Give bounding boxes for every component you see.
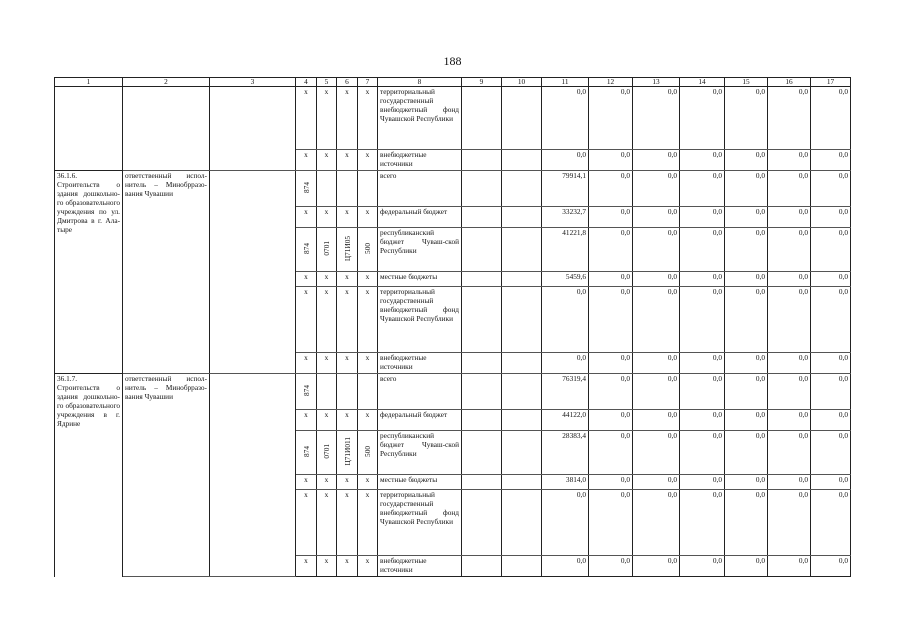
funding-source: внебюджетные источники [378,556,462,577]
col-9 [462,556,502,577]
value-col-11: 0,0 [542,87,589,150]
col-10 [502,207,542,228]
value-col-12: 0,0 [589,410,633,431]
kbk-csr [337,228,358,272]
kbk-vr: х [358,87,378,150]
value-col-11: 79914,1 [542,171,589,207]
value-col-16: 0,0 [768,556,811,577]
kbk-csr: х [337,87,358,150]
kbk-grbs: х [296,353,317,374]
responsible-executor: ответственный испол-нитель – Минобрразо-вания Чувашии [123,171,210,374]
value-col-16: 0,0 [768,475,811,490]
activity-title-text: 36.1.7. Строительств о здания дошкольно-го образовательного учреждения в г. Ядрине [57,374,120,428]
kbk-csr: х [337,353,358,374]
value-col-11: 41221,8 [542,228,589,272]
value-col-13: 0,0 [633,287,680,353]
col-3-blank [210,87,296,171]
value-col-17: 0,0 [811,475,851,490]
value-col-11: 33232,7 [542,207,589,228]
value-col-17: 0,0 [811,490,851,556]
kbk-rz [317,374,337,410]
kbk-csr [337,431,358,475]
col-10 [502,490,542,556]
col-2-blank [123,87,210,171]
value-col-17: 0,0 [811,207,851,228]
table-header [55,78,851,87]
value-col-17: 0,0 [811,228,851,272]
col-9 [462,228,502,272]
col-10 [502,431,542,475]
kbk-rz: х [317,207,337,228]
value-col-15: 0,0 [725,150,768,171]
header-col-8: 8 [378,78,462,87]
col-10 [502,272,542,287]
activity-title [55,171,123,374]
kbk-rz: х [317,410,337,431]
value-col-17: 0,0 [811,374,851,410]
funding-source: территориальный государственный внебюджетный фонд Чувашской Республики [378,87,462,150]
value-col-11: 0,0 [542,556,589,577]
kbk-vr: х [358,410,378,431]
kbk-rz: х [317,556,337,577]
col-10 [502,410,542,431]
kbk-rz: х [317,353,337,374]
value-col-13: 0,0 [633,490,680,556]
kbk-vr-text: 500 [363,243,372,254]
budget-table [54,77,851,577]
kbk-grbs-text: 874 [301,182,311,193]
value-col-15: 0,0 [725,490,768,556]
header-col-4: 4 [296,78,317,87]
col-9 [462,272,502,287]
table-row [55,171,851,207]
value-col-17: 0,0 [811,171,851,207]
value-col-17: 0,0 [811,150,851,171]
kbk-vr: х [358,287,378,353]
funding-source: местные бюджеты [378,475,462,490]
value-col-12: 0,0 [589,475,633,490]
header-row [55,78,851,87]
funding-source: внебюджетные источники [378,353,462,374]
value-col-11: 0,0 [542,490,589,556]
value-col-14: 0,0 [680,410,725,431]
kbk-csr: х [337,475,358,490]
table-body [55,87,851,577]
kbk-rz [317,171,337,207]
header-col-16: 16 [768,78,811,87]
value-col-12: 0,0 [589,272,633,287]
value-col-15: 0,0 [725,228,768,272]
kbk-grbs-text: 874 [301,385,311,396]
value-col-12: 0,0 [589,150,633,171]
header-col-3: 3 [210,78,296,87]
value-col-13: 0,0 [633,353,680,374]
value-col-16: 0,0 [768,490,811,556]
funding-source: республиканский бюджет Чуваш-ской Республики [378,228,462,272]
value-col-13: 0,0 [633,475,680,490]
header-col-6: 6 [337,78,358,87]
value-col-12: 0,0 [589,87,633,150]
funding-source: всего [378,374,462,410]
value-col-15: 0,0 [725,431,768,475]
value-col-15: 0,0 [725,272,768,287]
col-9 [462,431,502,475]
value-col-17: 0,0 [811,87,851,150]
kbk-csr [337,374,358,410]
header-col-13: 13 [633,78,680,87]
value-col-17: 0,0 [811,287,851,353]
value-col-16: 0,0 [768,374,811,410]
kbk-csr: х [337,490,358,556]
value-col-11: 0,0 [542,353,589,374]
funding-source: территориальный государственный внебюджетный фонд Чувашской Республики [378,287,462,353]
value-col-16: 0,0 [768,207,811,228]
header-col-1: 1 [55,78,123,87]
funding-source: республиканский бюджет Чуваш-ской Республики [378,431,462,475]
value-col-17: 0,0 [811,272,851,287]
funding-source: всего [378,171,462,207]
kbk-rz: х [317,287,337,353]
kbk-rz-text: 0701 [322,241,331,256]
col-9 [462,150,502,171]
value-col-16: 0,0 [768,272,811,287]
col-3-blank [210,374,296,577]
value-col-12: 0,0 [589,556,633,577]
kbk-rz-text: 0701 [322,444,331,459]
value-col-16: 0,0 [768,410,811,431]
value-col-16: 0,0 [768,150,811,171]
col-10 [502,287,542,353]
value-col-15: 0,0 [725,353,768,374]
kbk-grbs-text: 874 [301,446,311,457]
kbk-csr-text: Ц71И05 [342,235,352,262]
header-col-12: 12 [589,78,633,87]
value-col-17: 0,0 [811,410,851,431]
kbk-csr: х [337,556,358,577]
value-col-14: 0,0 [680,556,725,577]
header-col-9: 9 [462,78,502,87]
activity-title [55,374,123,577]
table-row [55,374,851,410]
value-col-12: 0,0 [589,431,633,475]
kbk-rz [317,228,337,272]
col-10 [502,87,542,150]
value-col-11: 3814,0 [542,475,589,490]
value-col-14: 0,0 [680,207,725,228]
funding-source: внебюджетные источники [378,150,462,171]
value-col-13: 0,0 [633,556,680,577]
funding-source: местные бюджеты [378,272,462,287]
header-col-15: 15 [725,78,768,87]
kbk-vr: х [358,556,378,577]
value-col-11: 76319,4 [542,374,589,410]
kbk-grbs: х [296,150,317,171]
header-col-10: 10 [502,78,542,87]
header-col-11: 11 [542,78,589,87]
col-9 [462,207,502,228]
value-col-12: 0,0 [589,171,633,207]
col-9 [462,410,502,431]
kbk-grbs: х [296,287,317,353]
value-col-13: 0,0 [633,431,680,475]
kbk-grbs-text: 874 [301,243,311,254]
kbk-rz: х [317,490,337,556]
kbk-rz: х [317,87,337,150]
value-col-15: 0,0 [725,287,768,353]
col-10 [502,150,542,171]
col-9 [462,287,502,353]
kbk-vr [358,374,378,410]
value-col-12: 0,0 [589,374,633,410]
value-col-15: 0,0 [725,410,768,431]
value-col-11: 28383,4 [542,431,589,475]
value-col-17: 0,0 [811,431,851,475]
value-col-14: 0,0 [680,287,725,353]
page-number: 188 [443,54,462,68]
value-col-11: 5459,6 [542,272,589,287]
col-9 [462,490,502,556]
value-col-11: 44122,0 [542,410,589,431]
kbk-vr: х [358,475,378,490]
value-col-15: 0,0 [725,87,768,150]
value-col-14: 0,0 [680,431,725,475]
kbk-vr [358,228,378,272]
header-col-14: 14 [680,78,725,87]
col-1-blank [55,87,123,171]
kbk-vr: х [358,150,378,171]
col-9 [462,87,502,150]
kbk-csr: х [337,287,358,353]
header-col-17: 17 [811,78,851,87]
kbk-grbs: х [296,207,317,228]
value-col-14: 0,0 [680,272,725,287]
responsible-executor: ответственный испол-нитель – Минобрразо-вания Чувашии [123,374,210,577]
kbk-grbs: х [296,490,317,556]
kbk-csr: х [337,272,358,287]
kbk-rz [317,431,337,475]
value-col-13: 0,0 [633,228,680,272]
kbk-grbs: х [296,410,317,431]
value-col-14: 0,0 [680,353,725,374]
col-10 [502,171,542,207]
value-col-13: 0,0 [633,374,680,410]
value-col-17: 0,0 [811,353,851,374]
value-col-13: 0,0 [633,87,680,150]
value-col-12: 0,0 [589,490,633,556]
value-col-13: 0,0 [633,207,680,228]
value-col-13: 0,0 [633,150,680,171]
value-col-16: 0,0 [768,353,811,374]
value-col-16: 0,0 [768,228,811,272]
activity-title-text: 36.1.6. Строительств о здания дошкольно-го образовательного учреждения по ул. Дмитрова в г. Ала-тыре [57,171,120,234]
value-col-12: 0,0 [589,207,633,228]
value-col-12: 0,0 [589,353,633,374]
col-10 [502,475,542,490]
funding-source: территориальный государственный внебюджетный фонд Чувашской Республики [378,490,462,556]
kbk-vr-text: 500 [363,446,372,457]
value-col-13: 0,0 [633,171,680,207]
funding-source: федеральный бюджет [378,410,462,431]
kbk-rz: х [317,475,337,490]
kbk-grbs [296,431,317,475]
value-col-14: 0,0 [680,374,725,410]
funding-source: федеральный бюджет [378,207,462,228]
value-col-15: 0,0 [725,171,768,207]
value-col-15: 0,0 [725,374,768,410]
value-col-12: 0,0 [589,228,633,272]
value-col-17: 0,0 [811,556,851,577]
value-col-16: 0,0 [768,87,811,150]
kbk-rz: х [317,272,337,287]
header-col-2: 2 [123,78,210,87]
kbk-csr-text: Ц71И011 [342,437,352,466]
col-10 [502,353,542,374]
value-col-14: 0,0 [680,475,725,490]
header-col-7: 7 [358,78,378,87]
value-col-13: 0,0 [633,410,680,431]
value-col-16: 0,0 [768,431,811,475]
kbk-grbs: х [296,272,317,287]
kbk-grbs: х [296,556,317,577]
col-10 [502,556,542,577]
kbk-vr [358,431,378,475]
kbk-grbs [296,171,317,207]
col-9 [462,171,502,207]
value-col-14: 0,0 [680,228,725,272]
col-10 [502,228,542,272]
kbk-grbs [296,374,317,410]
kbk-csr [337,171,358,207]
header-col-5: 5 [317,78,337,87]
value-col-15: 0,0 [725,207,768,228]
value-col-14: 0,0 [680,150,725,171]
col-3-blank [210,171,296,374]
value-col-15: 0,0 [725,556,768,577]
kbk-rz: х [317,150,337,171]
kbk-csr: х [337,150,358,171]
kbk-vr [358,171,378,207]
kbk-vr: х [358,207,378,228]
kbk-grbs: х [296,475,317,490]
value-col-11: 0,0 [542,150,589,171]
kbk-vr: х [358,272,378,287]
value-col-14: 0,0 [680,171,725,207]
value-col-11: 0,0 [542,287,589,353]
value-col-16: 0,0 [768,287,811,353]
value-col-15: 0,0 [725,475,768,490]
kbk-vr: х [358,353,378,374]
col-9 [462,374,502,410]
kbk-csr: х [337,207,358,228]
kbk-vr: х [358,490,378,556]
kbk-csr: х [337,410,358,431]
col-9 [462,353,502,374]
kbk-grbs: х [296,87,317,150]
value-col-14: 0,0 [680,490,725,556]
value-col-12: 0,0 [589,287,633,353]
value-col-13: 0,0 [633,272,680,287]
col-10 [502,374,542,410]
col-9 [462,475,502,490]
table-row [55,87,851,150]
value-col-16: 0,0 [768,171,811,207]
value-col-14: 0,0 [680,87,725,150]
kbk-grbs [296,228,317,272]
